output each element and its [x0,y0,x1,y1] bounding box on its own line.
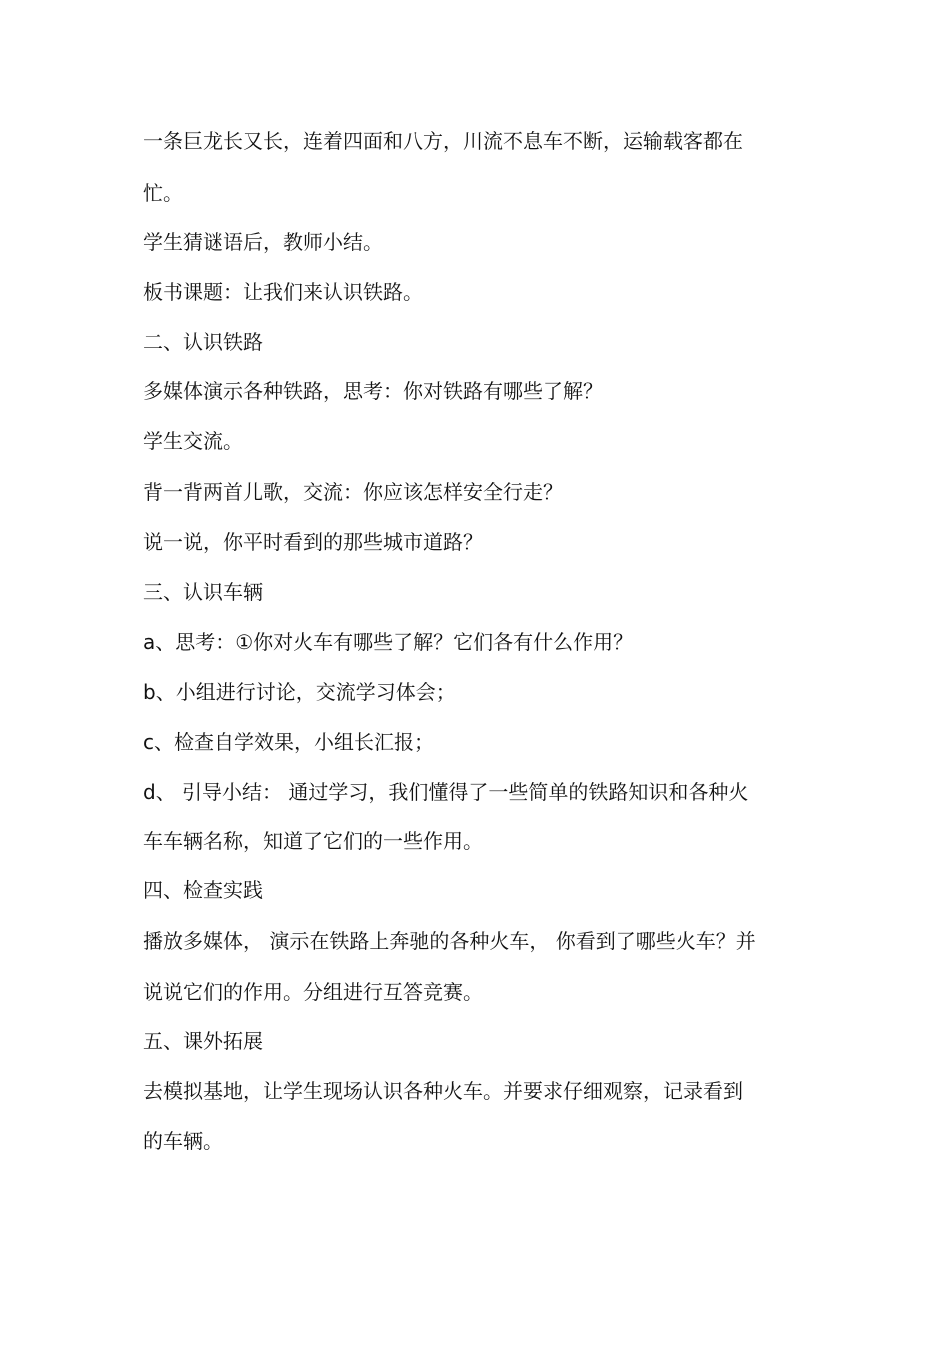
paragraph-riddle-line-2: 忙。 [143,181,183,205]
list-item-c: c、检查自学效果，小组长汇报； [143,730,434,754]
list-item-b: b、小组进行讨论，交流学习体会； [143,680,456,704]
paragraph-riddle-line-1: 一条巨龙长又长，连着四面和八方，川流不息车不断，运输载客都在 [143,129,743,153]
paragraph-topic: 板书课题：让我们来认识铁路。 [143,280,423,304]
section-heading-2: 二、认识铁路 [143,330,263,354]
paragraph-multimedia: 多媒体演示各种铁路，思考：你对铁路有哪些了解？ [143,379,603,403]
list-item-d-line-2: 车车辆名称，知道了它们的一些作用。 [143,829,483,853]
paragraph-extension-line-2: 的车辆。 [143,1129,223,1153]
paragraph-practice-line-1: 播放多媒体， 演示在铁路上奔驰的各种火车， 你看到了哪些火车？并 [143,929,756,953]
paragraph-city-roads: 说一说，你平时看到的那些城市道路？ [143,530,483,554]
list-item-d-line-1: d、 引导小结： 通过学习，我们懂得了一些简单的铁路知识和各种火 [143,780,749,804]
section-heading-4: 四、检查实践 [143,878,263,902]
paragraph-extension-line-1: 去模拟基地，让学生现场认识各种火车。并要求仔细观察，记录看到 [143,1079,743,1103]
paragraph-practice-line-2: 说说它们的作用。分组进行互答竞赛。 [143,980,483,1004]
list-item-a: a、思考：①你对火车有哪些了解？它们各有什么作用？ [143,630,634,654]
paragraph-nursery-rhymes: 背一背两首儿歌，交流：你应该怎样安全行走？ [143,480,563,504]
section-heading-5: 五、课外拓展 [143,1029,263,1053]
paragraph-summary: 学生猜谜语后，教师小结。 [143,230,383,254]
section-heading-3: 三、认识车辆 [143,580,263,604]
paragraph-exchange: 学生交流。 [143,429,243,453]
